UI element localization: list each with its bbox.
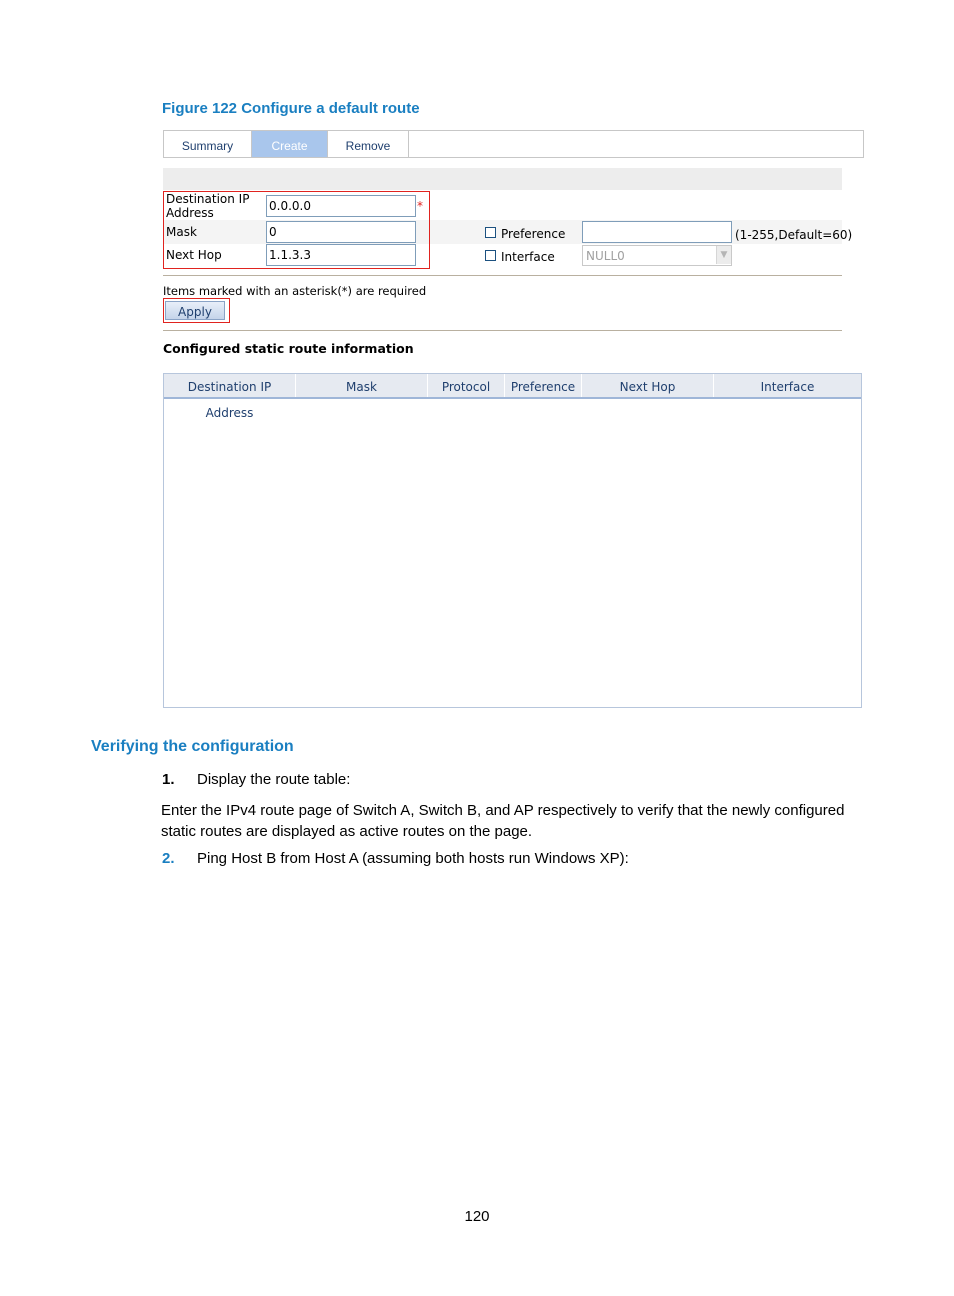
destination-ip-label-line1: Destination IP	[166, 192, 250, 206]
chevron-down-icon: ▼	[716, 246, 731, 264]
tab-remove[interactable]: Remove	[328, 131, 409, 157]
tab-summary[interactable]: Summary	[164, 131, 252, 157]
paragraph-line: Enter the IPv4 route page of Switch A, Switch B, and AP respectively to verify that the newly configured	[161, 802, 845, 819]
section-heading: Verifying the configuration	[91, 738, 294, 755]
destination-ip-label	[166, 192, 249, 220]
mask-label: Mask	[166, 225, 197, 239]
table-title: Configured static route information	[163, 341, 414, 356]
preference-label: Preference	[501, 227, 566, 241]
destination-ip-input[interactable]: 0.0.0.0	[266, 195, 416, 217]
page-number: 120	[464, 1208, 490, 1225]
interface-checkbox[interactable]	[485, 250, 496, 261]
column-header[interactable]: Interface	[760, 380, 815, 394]
preference-input[interactable]	[582, 221, 732, 243]
divider	[163, 330, 842, 331]
column-header[interactable]: Next Hop	[582, 374, 714, 397]
preference-range-hint: (1-255,Default=60)	[735, 228, 853, 242]
step-number: 1.	[162, 771, 175, 788]
divider	[163, 275, 842, 276]
table-header	[164, 374, 861, 420]
preference-checkbox[interactable]	[485, 227, 496, 238]
interface-select[interactable]	[582, 245, 732, 266]
tab-bar	[163, 130, 864, 158]
interface-select-value: NULL0	[586, 249, 625, 263]
step-text: Display the route table:	[197, 771, 351, 788]
mask-input[interactable]: 0	[266, 221, 416, 243]
required-note: Items marked with an asterisk(*) are required	[163, 284, 427, 298]
form-header-band	[163, 168, 842, 190]
column-header[interactable]: Protocol	[428, 374, 505, 397]
next-hop-input[interactable]: 1.1.3.3	[266, 244, 416, 266]
column-header[interactable]: Mask	[296, 374, 428, 397]
destination-ip-label-line2: Address	[166, 206, 214, 220]
column-header[interactable]: Preference	[505, 374, 582, 397]
apply-button[interactable]: Apply	[165, 301, 225, 320]
required-asterisk: *	[417, 199, 423, 213]
paragraph-line: static routes are displayed as active routes on the page.	[161, 823, 533, 840]
step-text: Ping Host B from Host A (assuming both hosts run Windows XP):	[197, 850, 629, 867]
next-hop-label: Next Hop	[166, 248, 222, 262]
figure-caption: Figure 122 Configure a default route	[162, 100, 420, 117]
interface-label: Interface	[501, 250, 555, 264]
step-number: 2.	[162, 850, 175, 867]
static-route-table	[163, 373, 862, 708]
column-header[interactable]: Destination IP Address	[164, 374, 296, 397]
tab-create[interactable]: Create	[252, 131, 328, 157]
